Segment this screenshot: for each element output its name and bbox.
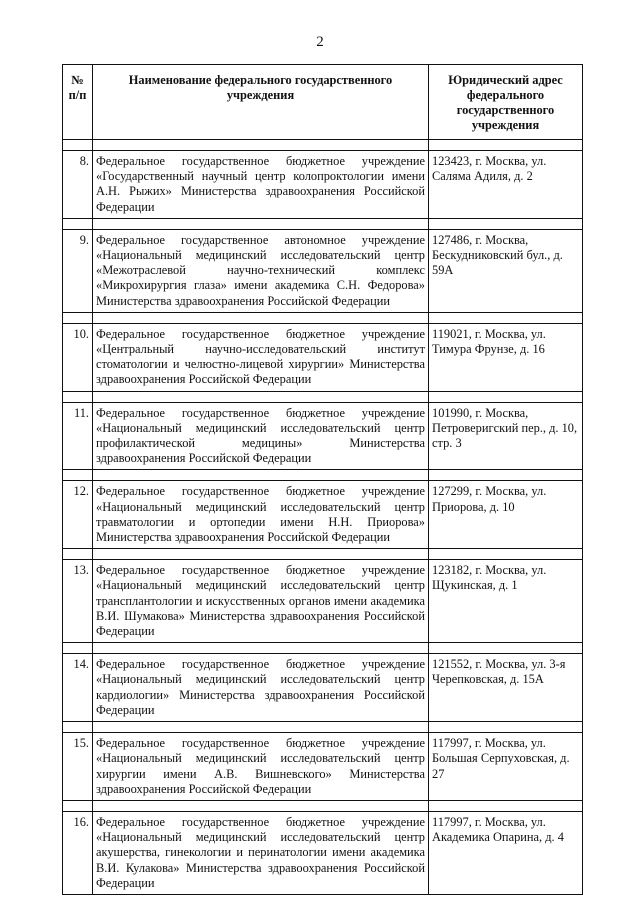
spacer-cell xyxy=(429,140,583,151)
legal-address: 101990, г. Москва, Петроверигский пер., д. 10, стр. 3 xyxy=(429,402,583,470)
spacer-cell xyxy=(93,470,429,481)
row-number: 16. xyxy=(63,811,93,894)
row-spacer xyxy=(63,470,583,481)
table-row xyxy=(63,654,583,722)
spacer-cell xyxy=(63,470,93,481)
table-row xyxy=(63,323,583,391)
institution-name: Федеральное государственное бюджетное учреждение «Национальный медицинский исследовательский центр трансплантологии и искусственных органов имени академика В.И. Шумакова» Министерства здравоохранения Российской Федерации xyxy=(93,560,429,643)
table-row xyxy=(63,151,583,219)
legal-address: 117997, г. Москва, ул. Большая Серпуховская, д. 27 xyxy=(429,733,583,801)
spacer-cell xyxy=(93,722,429,733)
row-spacer xyxy=(63,643,583,654)
table-body xyxy=(63,140,583,895)
spacer-cell xyxy=(429,549,583,560)
legal-address: 123423, г. Москва, ул. Саляма Адиля, д. 2 xyxy=(429,151,583,219)
institution-name: Федеральное государственное бюджетное учреждение «Национальный медицинский исследовательский центр травматологии и ортопедии имени Н.Н. Приорова» Министерства здравоохранения Российской Федерации xyxy=(93,481,429,549)
spacer-cell xyxy=(429,470,583,481)
spacer-cell xyxy=(63,218,93,229)
spacer-cell xyxy=(429,722,583,733)
legal-address: 119021, г. Москва, ул. Тимура Фрунзе, д. 16 xyxy=(429,323,583,391)
row-number: 15. xyxy=(63,733,93,801)
spacer-cell xyxy=(93,140,429,151)
spacer-cell xyxy=(93,800,429,811)
header-num: № п/п xyxy=(63,65,93,140)
spacer-cell xyxy=(63,800,93,811)
row-spacer xyxy=(63,218,583,229)
row-spacer xyxy=(63,722,583,733)
row-spacer xyxy=(63,391,583,402)
row-number: 14. xyxy=(63,654,93,722)
table-row xyxy=(63,811,583,894)
table-header-row xyxy=(63,65,583,140)
row-spacer xyxy=(63,549,583,560)
row-spacer xyxy=(63,312,583,323)
spacer-cell xyxy=(429,643,583,654)
spacer-cell xyxy=(429,800,583,811)
spacer-cell xyxy=(429,391,583,402)
institution-name: Федеральное государственное бюджетное учреждение «Национальный медицинский исследовательский центр профилактической медицины» Министерства здравоохранения Российской Федерации xyxy=(93,402,429,470)
institution-name: Федеральное государственное бюджетное учреждение «Национальный медицинский исследовательский центр хирургии имени А.В. Вишневского» Министерства здравоохранения Российской Федерации xyxy=(93,733,429,801)
institution-name: Федеральное государственное автономное учреждение «Национальный медицинский исследовательский центр «Межотраслевой научно-технический комплекс «Микрохирургия глаза» имени академика С.Н. Федорова» Министерства здравоохранения Российской Федерации xyxy=(93,229,429,312)
row-spacer xyxy=(63,800,583,811)
header-name: Наименование федерального государственного учреждения xyxy=(93,65,429,140)
institutions-table xyxy=(62,64,583,895)
legal-address: 123182, г. Москва, ул. Щукинская, д. 1 xyxy=(429,560,583,643)
spacer-cell xyxy=(93,643,429,654)
spacer-cell xyxy=(63,643,93,654)
institution-name: Федеральное государственное бюджетное учреждение «Центральный научно-исследовательский институт стоматологии и челюстно-лицевой хирургии» Министерства здравоохранения Российской Федерации xyxy=(93,323,429,391)
table-row xyxy=(63,402,583,470)
row-number: 12. xyxy=(63,481,93,549)
spacer-cell xyxy=(93,549,429,560)
institution-name: Федеральное государственное бюджетное учреждение «Государственный научный центр колопроктологии имени А.Н. Рыжих» Министерства здравоохранения Российской Федерации xyxy=(93,151,429,219)
row-number: 9. xyxy=(63,229,93,312)
row-number: 10. xyxy=(63,323,93,391)
spacer-cell xyxy=(63,312,93,323)
spacer-cell xyxy=(93,391,429,402)
row-number: 8. xyxy=(63,151,93,219)
institution-name: Федеральное государственное бюджетное учреждение «Национальный медицинский исследовательский центр кардиологии» Министерства здравоохранения Российской Федерации xyxy=(93,654,429,722)
table-row xyxy=(63,560,583,643)
legal-address: 121552, г. Москва, ул. 3-я Черепковская, д. 15А xyxy=(429,654,583,722)
row-number: 13. xyxy=(63,560,93,643)
legal-address: 127299, г. Москва, ул. Приорова, д. 10 xyxy=(429,481,583,549)
row-spacer xyxy=(63,140,583,151)
institution-name: Федеральное государственное бюджетное учреждение «Национальный медицинский исследовательский центр акушерства, гинекологии и перинатологии имени академика В.И. Кулакова» Министерства здравоохранения Российской Федерации xyxy=(93,811,429,894)
spacer-cell xyxy=(63,722,93,733)
spacer-cell xyxy=(63,140,93,151)
spacer-cell xyxy=(93,218,429,229)
header-address: Юридический адрес федерального государственного учреждения xyxy=(429,65,583,140)
table-row xyxy=(63,481,583,549)
spacer-cell xyxy=(429,312,583,323)
legal-address: 117997, г. Москва, ул. Академика Опарина, д. 4 xyxy=(429,811,583,894)
spacer-cell xyxy=(63,391,93,402)
table-row xyxy=(63,229,583,312)
row-number: 11. xyxy=(63,402,93,470)
page-number: 2 xyxy=(316,34,324,50)
spacer-cell xyxy=(429,218,583,229)
table-row xyxy=(63,733,583,801)
spacer-cell xyxy=(63,549,93,560)
legal-address: 127486, г. Москва, Бескудниковский бул., д. 59А xyxy=(429,229,583,312)
spacer-cell xyxy=(93,312,429,323)
